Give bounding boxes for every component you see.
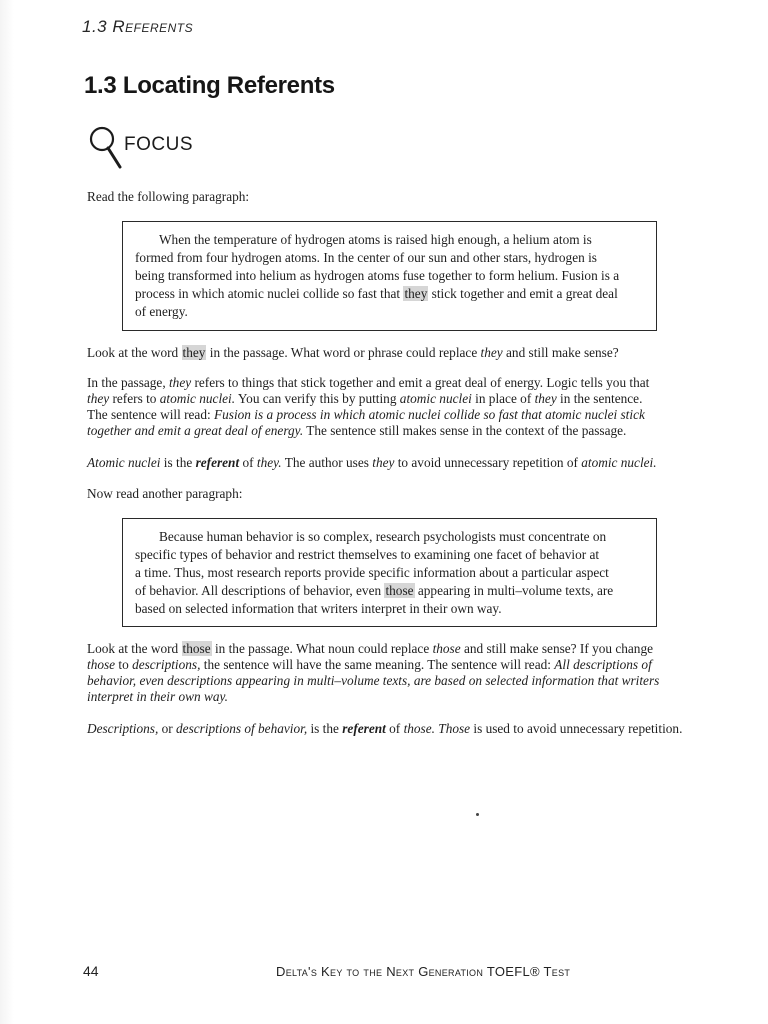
passage-1-line: formed from four hydrogen atoms. In the center of our sun and other stars, hydrogen is	[135, 250, 597, 265]
running-head: 1.3 Referents	[82, 17, 194, 36]
scan-speck	[476, 813, 479, 816]
referent-statement-2: Descriptions, or descriptions of behavior, is the referent of those. Those is used to avoid unnecessary repetition.	[87, 721, 683, 736]
magnifying-glass-icon	[88, 122, 122, 170]
highlighted-word-those: those	[385, 583, 414, 598]
passage-2-line: based on selected information that writers interpret in their own way.	[135, 601, 502, 616]
question-1: Look at the word they in the passage. What word or phrase could replace they and still make sense?	[87, 345, 619, 360]
highlighted-word-they: they	[182, 345, 206, 360]
page-number: 44	[83, 963, 99, 979]
passage-1-line: process in which atomic nuclei collide so fast that they stick together and emit a great deal	[135, 286, 618, 301]
passage-2-line: of behavior. All descriptions of behavior, even those appearing in multi–volume texts, are	[135, 583, 614, 598]
book-title: Delta's Key to the Next Generation TOEFL® Test	[276, 964, 571, 979]
highlighted-word-those: those	[182, 641, 211, 656]
passage-2-line: a time. Thus, most research reports provide specific information about a particular aspect	[135, 565, 609, 580]
passage-box-1	[122, 221, 657, 331]
passage-1-line: of energy.	[135, 304, 188, 319]
question-2: Look at the word those in the passage. What noun could replace those and still make sense? If you change those to descriptions, the sentence will have the same meaning. The sentence will read: All descriptions of behavior, even descriptions appearing in multi–volume texts, are based on selected information that writers interpret in their own way.	[87, 641, 660, 704]
explanation-1: In the passage, they refers to things that stick together and emit a great deal of energy. Logic tells you that they refers to atomic nuclei. You can verify this by putting atomic nuclei in place of they in the sentence. The sentence will read: Fusion is a process in which atomic nuclei collide so fast that atomic nuclei stick together and emit a great deal of energy. The sentence still makes sense in the context of the passage.	[87, 375, 650, 438]
focus-label: FOCUS	[124, 134, 193, 155]
passage-1-line: When the temperature of hydrogen atoms is raised high enough, a helium atom is	[159, 232, 592, 247]
section-title: 1.3 Locating Referents	[84, 72, 335, 99]
focus-heading	[88, 122, 193, 172]
intro-text: Read the following paragraph:	[87, 189, 250, 204]
intro-text-2: Now read another paragraph:	[87, 486, 243, 501]
referent-statement-1: Atomic nuclei is the referent of they. The author uses they to avoid unnecessary repetition of atomic nuclei.	[87, 455, 657, 470]
passage-2-line: Because human behavior is so complex, research psychologists must concentrate on	[159, 529, 607, 544]
passage-1-line: being transformed into helium as hydrogen atoms fuse together to form helium. Fusion is a	[135, 268, 620, 283]
passage-box-2	[122, 518, 657, 627]
highlighted-word-they: they	[404, 286, 428, 301]
passage-2-line: specific types of behavior and restrict themselves to examining one facet of behavior at	[135, 547, 600, 562]
